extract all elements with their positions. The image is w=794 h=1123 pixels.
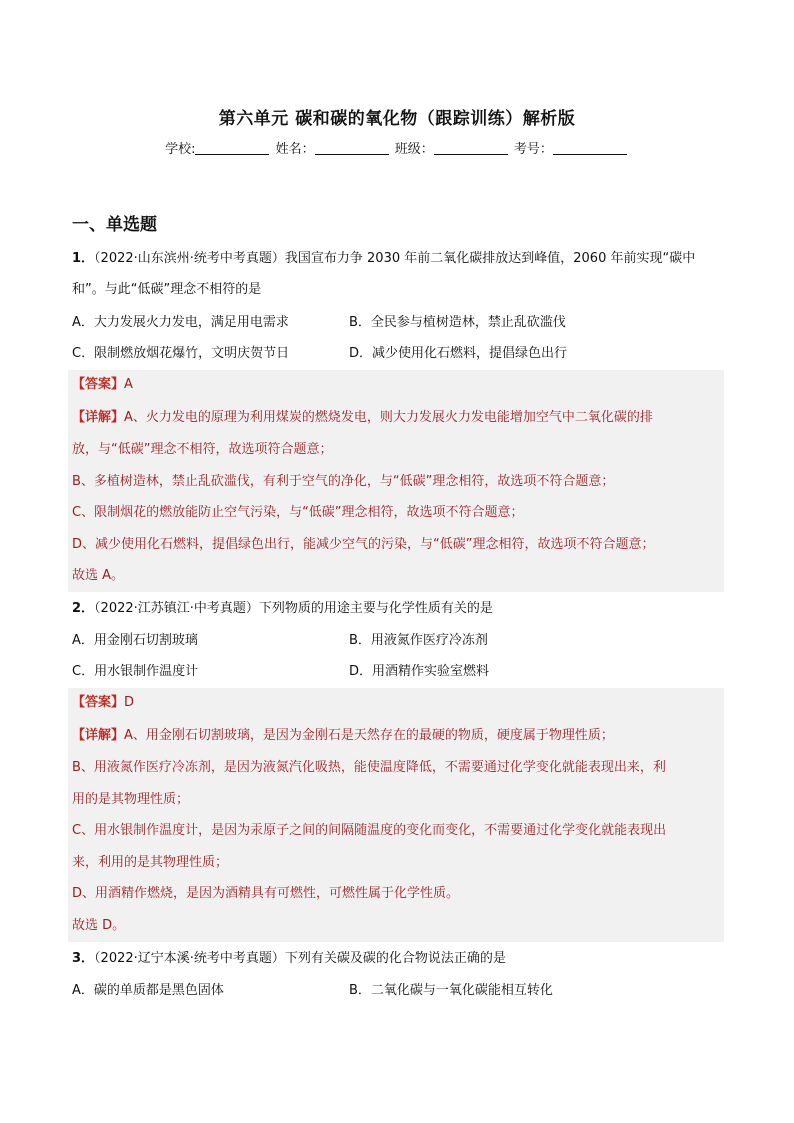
q2-detail-line4: C、用水银制作温度计，是因为汞原子之间的间隔随温度的变化而变化，不需要通过化学变化就能表现出 [72,823,667,838]
q2-detail-line6: D、用酒精作燃烧，是因为酒精具有可燃性，可燃性属于化学性质。 [72,886,460,901]
q2-answer-line [72,694,134,712]
q2-option-c: C．用水银制作温度计 [72,664,199,679]
q2-stem-text1: 下列物质的用途主要与化学性质有关的是 [258,601,493,616]
q1-detail-line4: C、限制烟花的燃放能防止空气污染，与“低碳”理念相符，故选项不符合题意； [72,505,524,520]
q2-option-a: A．用金刚石切割玻璃 [72,633,198,648]
school-blank[interactable] [195,141,269,155]
q2-detail-text1: A、用金刚石切割玻璃，是因为金刚石是天然存在的最硬的物质，硬度属于物理性质； [124,728,614,743]
q2-detail-line2: B、用液氮作医疗冷冻剂，是因为液氮汽化吸热，能使温度降低，不需要通过化学变化就能表现出来，利 [72,760,666,775]
q1-option-c: C．限制燃放烟花爆竹，文明庆贺节日 [72,346,290,361]
section-heading: 一、单选题 [72,215,157,235]
q1-conclusion: 故选 A。 [72,568,125,583]
q2-option-b: B．用液氮作医疗冷冻剂 [349,633,488,648]
q2-answer-value: D [124,695,135,710]
q3-source: （2022·辽宁本溪·统考中考真题） [94,951,285,966]
q1-option-d: D．减少使用化石燃料，提倡绿色出行 [349,346,568,361]
q2-detail-line1 [72,727,614,745]
q1-stem-line2: 和”。与此“低碳”理念不相符的是 [72,282,262,297]
student-info-line [0,138,794,157]
q1-detail-text1: A、火力发电的原理为利用煤炭的燃烧发电，则大力发展火力发电能增加空气中二氧化碳的排 [124,410,653,425]
q1-answer-line [72,376,133,394]
q1-stem-text1: 我国宣布力争 2030 年前二氧化碳排放达到峰值，2060 年前实现“碳中 [284,251,696,266]
class-blank[interactable] [434,141,508,155]
q2-detail-line5: 来，利用的是其物理性质； [72,855,229,870]
q2-stem-line1 [72,600,493,618]
q2-detail-line3: 用的是其物理性质； [72,792,190,807]
q1-answer-value: A [124,377,133,392]
q1-stem-line1 [72,250,695,268]
q2-conclusion: 故选 D。 [72,918,126,933]
exam-number-blank[interactable] [553,141,627,155]
q1-option-b: B．全民参与植树造林，禁止乱砍滥伐 [349,315,566,330]
q2-detail-tag: 【详解】 [72,728,125,743]
q1-detail-line3: B、多植树造林，禁止乱砍滥伐，有利于空气的净化，与“低碳”理念相符，故选项不符合题意； [72,474,615,489]
q1-detail-tag: 【详解】 [72,410,125,425]
name-label: 姓名： [275,142,315,157]
q1-detail-line1 [72,409,653,427]
q1-number: 1． [72,251,95,266]
name-blank[interactable] [315,141,389,155]
q3-option-b: B．二氧化碳与一氧化碳能相互转化 [349,983,553,998]
q2-number: 2． [72,601,95,616]
q1-source: （2022·山东滨州·统考中考真题） [94,251,285,266]
q3-number: 3． [72,951,95,966]
q2-option-d: D．用酒精作实验室燃料 [349,664,490,679]
q3-option-a: A．碳的单质都是黑色固体 [72,983,224,998]
q1-detail-line2: 放，与“低碳”理念不相符，故选项符合题意； [72,442,333,457]
q1-answer-tag: 【答案】 [72,377,125,392]
exam-number-label: 考号： [513,142,553,157]
q2-source: （2022·江苏镇江·中考真题） [94,601,259,616]
q3-stem-line1 [72,950,506,968]
school-label: 学校: [165,142,196,157]
q2-answer-tag: 【答案】 [72,695,125,710]
document-title: 第六单元 碳和碳的氧化物（跟踪训练）解析版 [218,109,576,129]
q3-stem-text1: 下列有关碳及碳的化合物说法正确的是 [284,951,506,966]
class-label: 班级： [394,142,434,157]
q1-detail-line5: D、减少使用化石燃料，提倡绿色出行，能减少空气的污染，与“低碳”理念相符，故选项不符合题意； [72,537,655,552]
q1-option-a: A．大力发展火力发电，满足用电需求 [72,315,289,330]
